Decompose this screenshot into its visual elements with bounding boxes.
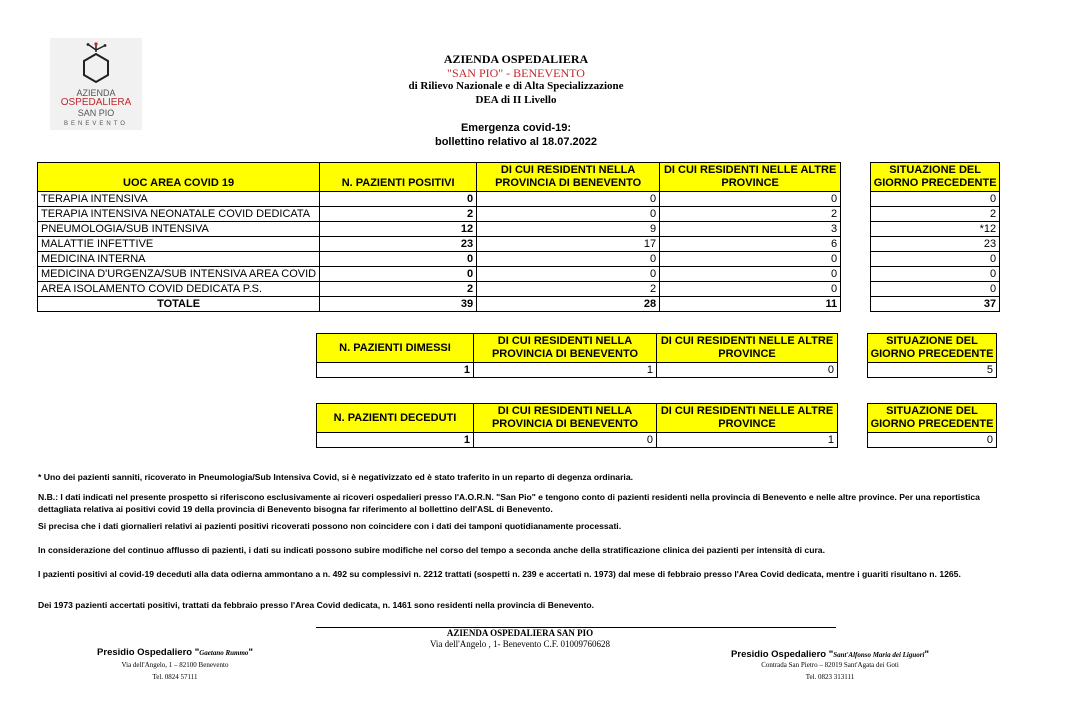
- emergency-title: Emergenza covid-19:: [460, 122, 572, 134]
- header-dimessi-benevento: DI CUI RESIDENTI NELLA PROVINCIA DI BENEVENTO: [474, 334, 657, 363]
- note-accertati: Dei 1973 pazienti accertati positivi, trattati da febbraio presso l'Area Covid dedicata, n. 1461 sono residenti nella provincia di Benevento.: [38, 600, 595, 610]
- covid-main-table: [37, 162, 1000, 312]
- header-residenti-altre: DI CUI RESIDENTI NELLE ALTRE PROVINCE: [660, 163, 841, 192]
- footer-presidio-rummo: Presidio Ospedaliero "Gaetano Rummo": [97, 647, 253, 658]
- note-deceduti: I pazienti positivi al covid-19 deceduti alla data odierna ammontano a n. 492 su complessivi n. 2212 trattati (sospetti n. 239 e accertati n. 1973) dal mese di febbraio presso l'Area Covid dedicata, mentre i guariti risultano n. 1265.: [38, 569, 961, 579]
- note-nb: N.B.: I dati indicati nel presente prospetto si riferiscono esclusivamente ai ricoveri ospedalieri presso l'A.O.R.N. "San Pio" e tengono conto di pazienti residenti nella provincia di Benevento e nelle altre province. Per una reportistica dettagliata relativa ai positivi covid 19 della provincia di Benevento bisogna far riferimento al bollettino dell'ASL di Benevento.: [38, 492, 980, 514]
- note-tamponi: Si precisa che i dati giornalieri relativi ai pazienti positivi ricoverati possono non coincidere con i dati dei tamponi quotidianamente processati.: [38, 521, 622, 531]
- footer-company-address: Via dell'Angelo , 1- Benevento C.F. 01009760628: [429, 639, 611, 649]
- footer-liguori-tel: Tel. 0823 313111: [805, 673, 855, 681]
- totale-row: TOTALE 39 28 11 37: [38, 297, 1000, 312]
- header-residenti-benevento: DI CUI RESIDENTI NELLA PROVINCIA DI BENEVENTO: [477, 163, 660, 192]
- header-uoc: UOC AREA COVID 19: [38, 163, 320, 192]
- table-row: MEDICINA INTERNA 0 0 0 0: [38, 252, 1000, 267]
- header-positivi: N. PAZIENTI POSITIVI: [320, 163, 477, 192]
- header-deceduti-altre: DI CUI RESIDENTI NELLE ALTRE PROVINCE: [657, 404, 838, 433]
- hospital-logo: [50, 38, 142, 130]
- header-dimessi: N. PAZIENTI DIMESSI: [317, 334, 474, 363]
- header-deceduti: N. PAZIENTI DECEDUTI: [317, 404, 474, 433]
- table-row: 1 0 1 0: [317, 433, 997, 448]
- table-row: 1 1 0 5: [317, 363, 997, 378]
- spacer: [841, 163, 871, 192]
- logo-text-benevento: BENEVENTO: [64, 121, 128, 127]
- bulletin-date: bollettino relativo al 18.07.2022: [434, 136, 597, 148]
- logo-text-azienda: AZIENDA: [76, 88, 116, 98]
- logo-text-ospedaliera: OSPEDALIERA: [60, 97, 132, 108]
- header-dimessi-precedente: SITUAZIONE DEL GIORNO PRECEDENTE: [868, 334, 997, 363]
- deceduti-table: [316, 403, 997, 448]
- header-giorno-precedente: SITUAZIONE DEL GIORNO PRECEDENTE: [871, 163, 1000, 192]
- note-afflusso: In considerazione del continuo afflusso di pazienti, i dati su indicati possono subire modifiche nel corso del tempo a seconda anche della stratificazione clinica dei pazienti per intensità di cura.: [38, 545, 825, 555]
- footer-presidio-liguori: Presidio Ospedaliero "Sant'Alfonso Maria dei Liguori": [731, 649, 929, 660]
- header-name: AZIENDA OSPEDALIERA: [443, 52, 589, 66]
- header-dimessi-altre: DI CUI RESIDENTI NELLE ALTRE PROVINCE: [657, 334, 838, 363]
- table-row: TERAPIA INTENSIVA NEONATALE COVID DEDICATA 2 0 2 2: [38, 207, 1000, 222]
- logo-text-san-pio: SAN PIO: [77, 108, 115, 118]
- header-rilievo: di Rilievo Nazionale e di Alta Specializzazione: [408, 80, 624, 92]
- dimessi-table: [316, 333, 997, 378]
- footer-rummo-address: Via dell'Angelo, 1 – 82100 Benevento: [121, 661, 229, 669]
- table-row: MEDICINA D'URGENZA/SUB INTENSIVA AREA COVID 0 0 0 0: [38, 267, 1000, 282]
- header-subtitle: "SAN PIO" - BENEVENTO: [447, 66, 585, 80]
- table-row: TERAPIA INTENSIVA 0 0 0 0: [38, 192, 1000, 207]
- table-row: PNEUMOLOGIA/SUB INTENSIVA 12 9 3 *12: [38, 222, 1000, 237]
- table-row: AREA ISOLAMENTO COVID DEDICATA P.S. 2 2 0 0: [38, 282, 1000, 297]
- hexagon-logo-icon: [80, 42, 112, 88]
- header-dea: DEA di II Livello: [475, 94, 557, 106]
- footer-rummo-tel: Tel. 0824 57111: [152, 673, 198, 681]
- note-negativizzato: * Uno dei pazienti sanniti, ricoverato in Pneumologia/Sub Intensiva Covid, si è negativizzato ed è stato traferito in un reparto di degenza ordinaria.: [38, 472, 633, 482]
- header-deceduti-benevento: DI CUI RESIDENTI NELLA PROVINCIA DI BENEVENTO: [474, 404, 657, 433]
- table-row: MALATTIE INFETTIVE 23 17 6 23: [38, 237, 1000, 252]
- footer-liguori-address: Contrada San Pietro – 82019 Sant'Agata dei Goti: [761, 661, 899, 669]
- footer-company-name: AZIENDA OSPEDALIERA SAN PIO: [446, 628, 594, 638]
- header-deceduti-precedente: SITUAZIONE DEL GIORNO PRECEDENTE: [868, 404, 997, 433]
